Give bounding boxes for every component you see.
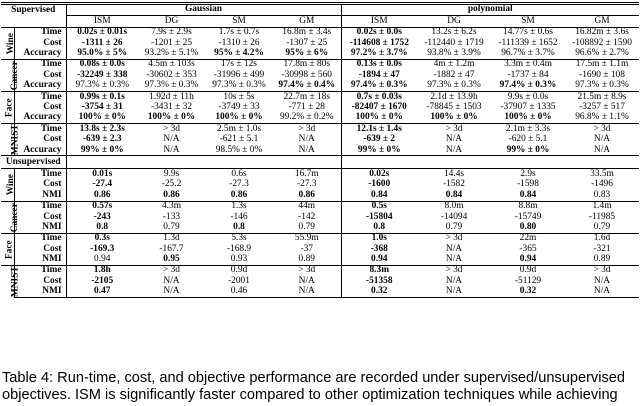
metric-label: Cost <box>14 180 66 190</box>
table-cell: -146 <box>230 211 248 222</box>
table-cell: -1310 ± 26 <box>218 37 260 48</box>
table-cell: 100% ± 0% <box>491 113 565 124</box>
dataset-name: Wine <box>5 174 16 196</box>
table-cell: 96.7% ± 3.7% <box>491 49 565 60</box>
table-cell: 97.4% ± 0.4% <box>273 81 341 92</box>
table-cell: > 3d <box>138 265 205 276</box>
table-cell: 97.3% ± 0.3% <box>66 81 138 92</box>
table-cell: 1.92d ± 11h <box>138 92 205 103</box>
table-cell: N/A <box>273 287 341 298</box>
table-cell: 97.3% ± 0.3% <box>565 81 639 92</box>
table-cell: -167.7 <box>159 243 184 254</box>
table-cell: 95% ± 4.2% <box>205 49 273 60</box>
table-cell: 3.3m ± 0.4m <box>491 59 565 70</box>
dataset-label <box>1 59 20 91</box>
metric-label: Cost <box>14 135 66 145</box>
table-cell: N/A <box>273 276 341 286</box>
table-cell: 100% ± 0% <box>138 113 205 124</box>
kernel-header-gaussian: Gaussian <box>66 4 341 16</box>
table-cell: > 3d <box>138 124 205 135</box>
table-cell: > 3d <box>273 124 341 135</box>
table-cell: N/A <box>273 135 341 145</box>
table-cell: -82407 ± 1670 <box>351 102 407 112</box>
table-cell: 98.5% ± 0% <box>205 145 273 156</box>
table-cell: 0.79 <box>417 222 491 233</box>
table-cell: 1.6d <box>565 233 639 244</box>
table-cell: N/A <box>138 145 205 156</box>
table-cell: 0.79 <box>565 222 639 233</box>
table-cell: -27.3 <box>229 179 249 190</box>
table-cell: N/A <box>273 145 341 156</box>
table-cell: > 3d <box>565 124 639 135</box>
metric-label: Cost <box>14 103 66 113</box>
table-cell: -112440 ± 1719 <box>424 37 484 48</box>
table-cell: -620 ± 5.1 <box>508 134 548 145</box>
method-header-dg: DG <box>138 16 205 27</box>
table-cell: 97.3% ± 0.3% <box>138 81 205 92</box>
table-cell: N/A <box>445 243 463 254</box>
section-label-supervised: Supervised <box>1 4 66 16</box>
table-cell: 0.86 <box>273 190 341 201</box>
table-cell: 55.9m <box>273 233 341 244</box>
table-cell: 0.86 <box>138 190 205 201</box>
metric-label: Time <box>14 201 66 212</box>
table-cell: 1.3s <box>205 201 273 212</box>
table-cell: 99% ± 0% <box>491 145 565 156</box>
table-row <box>1 212 639 222</box>
table-cell: 93.8% ± 3.9% <box>417 49 491 60</box>
table-cell: -14094 <box>440 211 468 222</box>
table-cell: 0.99s ± 0.1s <box>66 92 138 103</box>
table-cell: N/A <box>445 275 463 286</box>
dataset-name: Face <box>4 240 15 259</box>
dataset-name: MNIST <box>10 124 21 156</box>
table-cell: 17s ± 12s <box>205 59 273 70</box>
table-row <box>1 145 639 156</box>
table-cell: 17.5m ± 1.1m <box>565 59 639 70</box>
table-cell: 0.84 <box>417 190 491 201</box>
table-cell: 44m <box>273 201 341 212</box>
table-cell: -78845 ± 1503 <box>426 102 482 112</box>
table-cell: 97.2% ± 3.7% <box>341 49 417 60</box>
table-cell: 0.08s ± 0.0s <box>66 59 138 70</box>
table-cell: 5.3s <box>205 233 273 244</box>
table-cell: 0.95 <box>138 255 205 266</box>
table-cell: -639 ± 2 <box>363 134 396 145</box>
table-cell: -3754 ± 31 <box>81 102 123 112</box>
table-row <box>1 124 639 135</box>
table-row <box>1 49 639 60</box>
table-row <box>1 103 639 113</box>
table-cell: 0.93 <box>205 255 273 266</box>
table-cell: 9.9s <box>138 169 205 180</box>
table-cell: N/A <box>163 134 180 145</box>
table-cell: -368 <box>370 243 388 254</box>
table-cell: -111339 ± 1652 <box>498 37 558 48</box>
table-cell: 0.86 <box>66 190 138 201</box>
table-cell: 0.9d <box>205 265 273 276</box>
method-header-row <box>1 16 639 27</box>
table-row <box>1 265 639 276</box>
table-cell: -114608 ± 1752 <box>349 37 409 48</box>
table-cell: -37 <box>273 244 341 254</box>
dataset-label <box>1 27 14 59</box>
table-cell: 0.94 <box>341 255 417 266</box>
table-cell: 12.1s ± 1.4s <box>341 124 417 135</box>
table-cell: 2.9s <box>491 169 565 180</box>
dataset-label <box>1 169 14 201</box>
table-cell: 96.8% ± 1.1% <box>565 113 639 124</box>
table-cell: -168.9 <box>226 243 252 254</box>
table-cell: 0.89 <box>565 255 639 266</box>
table-cell: > 3d <box>273 265 341 276</box>
method-header-ism: ISM <box>66 16 138 27</box>
table-cell: -11985 <box>588 211 616 222</box>
dataset-name: Cancer <box>9 202 20 232</box>
dataset-name: Wine <box>5 32 16 54</box>
dataset-name: Face <box>4 98 15 118</box>
method-header-ism: ISM <box>341 16 417 27</box>
table-cell: 99.2% ± 0.2% <box>273 113 341 124</box>
table-cell: -321 <box>593 243 611 254</box>
table-cell: 97.3% ± 0.3% <box>205 81 273 92</box>
table-cell: > 3d <box>417 233 491 244</box>
results-table <box>1 2 639 298</box>
kernel-header-polynomial: polynomial <box>341 4 639 16</box>
table-row <box>1 255 639 266</box>
table-cell: -1598 <box>517 179 539 190</box>
table-cell: 4.5m ± 103s <box>138 59 205 70</box>
table-cell: 100% ± 0% <box>417 113 491 124</box>
table-cell: N/A <box>593 275 611 286</box>
table-row <box>1 59 639 70</box>
metric-label: Accuracy <box>14 81 66 92</box>
table-row <box>1 233 639 244</box>
table-cell: 0.32 <box>491 287 565 298</box>
table-cell: 99% ± 0% <box>341 145 417 156</box>
table-cell: -30602 ± 353 <box>146 69 197 80</box>
table-row <box>1 113 639 124</box>
table-cell: 8.8m <box>491 201 565 212</box>
table-row <box>1 190 639 201</box>
table-cell: -27.4 <box>92 179 113 190</box>
table-cell: -30998 ± 560 <box>273 70 341 80</box>
table-cell: 0.86 <box>205 190 273 201</box>
dataset-name: Cancer <box>9 60 20 91</box>
table-cell: 22.7m ± 18s <box>273 92 341 103</box>
table-row <box>1 287 639 298</box>
table-cell: 95.0% ± 5% <box>66 49 138 60</box>
table-cell: 0.8 <box>66 222 138 233</box>
table-row <box>1 70 639 80</box>
table-cell: 1.8h <box>66 265 138 276</box>
table-cell: 93.2% ± 5.1% <box>138 49 205 60</box>
table-cell: N/A <box>445 134 463 145</box>
method-header-sm: SM <box>205 16 273 27</box>
table-cell: -365 <box>519 243 537 254</box>
table-cell: 0.94 <box>491 255 565 266</box>
table-cell: 1.4m <box>565 201 639 212</box>
metric-label: NMI <box>14 222 66 233</box>
table-cell: 0.79 <box>273 222 341 233</box>
table-cell: -1737 ± 84 <box>507 69 549 80</box>
metric-label: Cost <box>14 70 66 80</box>
table-cell: 0.8 <box>205 222 273 233</box>
blank-cell <box>341 156 639 169</box>
table-row <box>1 244 639 254</box>
table-cell: N/A <box>138 287 205 298</box>
table-cell: -51358 <box>365 275 393 286</box>
blank-cell <box>66 156 341 169</box>
table-cell: -621 ± 5.1 <box>219 134 259 145</box>
metric-label: Time <box>14 233 66 244</box>
dataset-label <box>1 233 14 265</box>
table-cell: -1496 <box>591 179 613 190</box>
table-cell: 22m <box>491 233 565 244</box>
metric-label: Time <box>14 92 66 103</box>
table-cell: -133 <box>162 211 181 222</box>
table-cell: -1582 <box>443 179 465 190</box>
metric-label: Time <box>14 169 66 180</box>
metric-label: Accuracy <box>14 49 66 60</box>
table-cell: 97.4% ± 0.3% <box>341 81 417 92</box>
metric-label: Time <box>14 265 66 276</box>
table-cell: -108892 ± 1590 <box>572 37 632 48</box>
table-cell: 16.82m ± 3.6s <box>565 27 639 38</box>
table-cell: -3431 ± 32 <box>150 102 193 112</box>
table-cell: 0.02s ± 0.01s <box>66 27 138 38</box>
table-cell: 7.9s ± 2.9s <box>138 27 205 38</box>
table-cell: 9.9s ± 0.0s <box>491 92 565 103</box>
table-cell: 1.7s ± 0.7s <box>205 27 273 38</box>
table-cell: -15804 <box>365 211 393 222</box>
table-cell: > 3d <box>565 265 639 276</box>
table-cell: -25.2 <box>161 179 182 190</box>
unsupervised-header-row <box>1 156 639 169</box>
table-cell: -1311 ± 26 <box>81 37 123 48</box>
table-row <box>1 27 639 38</box>
table-cell: 16.8m ± 3.4s <box>273 27 341 38</box>
table-cell: 0.89 <box>273 255 341 266</box>
table-cell: -3257 ± 517 <box>579 102 625 112</box>
table-cell: 96.6% ± 2.7% <box>565 49 639 60</box>
table-cell: 0.84 <box>491 190 565 201</box>
metric-label: NMI <box>14 255 66 266</box>
table-cell: > 3d <box>417 265 491 276</box>
dataset-name: MNIST <box>10 266 21 298</box>
table-cell: 1.3d <box>138 233 205 244</box>
table-cell: 0.57s <box>66 201 138 212</box>
table-cell: 10s ± 5s <box>205 92 273 103</box>
table-cell: -1307 ± 25 <box>273 38 341 48</box>
table-cell: -3749 ± 33 <box>218 102 260 112</box>
table-cell: -51129 <box>514 275 542 286</box>
table-cell: N/A <box>593 134 611 145</box>
table-cell: 0.47 <box>66 287 138 298</box>
table-row <box>1 169 639 180</box>
table-cell: -2001 <box>228 275 250 286</box>
table-cell: 2.5m ± 1.0s <box>205 124 273 135</box>
table-row <box>1 135 639 145</box>
table-cell: N/A <box>417 287 491 298</box>
table-cell: 0.02s ± 0.0s <box>341 27 417 38</box>
metric-label: Cost <box>14 244 66 254</box>
metric-label: NMI <box>14 287 66 298</box>
table-cell: 14.77s ± 0.6s <box>491 27 565 38</box>
table-cell: 8.0m <box>417 201 491 212</box>
table-cell: 2.1d ± 13.9h <box>417 92 491 103</box>
table-cell: 0.83 <box>565 190 639 201</box>
metric-label: Cost <box>14 276 66 286</box>
table-cell: 1.0s <box>341 233 417 244</box>
table-cell: -1894 ± 47 <box>358 69 400 80</box>
table-cell: -169.3 <box>90 243 115 254</box>
table-cell: 0.5s <box>341 201 417 212</box>
table-cell: -2105 <box>91 275 114 286</box>
table-row <box>1 276 639 286</box>
table-cell: 2.1m ± 3.3s <box>491 124 565 135</box>
table-cell: N/A <box>565 287 639 298</box>
table-caption: Table 4: Run-time, cost, and objective performance are recorded under supervised/unsupervised objectives. ISM is significantly faster compared to other optimization techniques while achieving <box>2 370 626 403</box>
table-cell: -142 <box>273 212 341 222</box>
table-row <box>1 180 639 190</box>
table-row <box>1 81 639 92</box>
table-cell: > 3d <box>417 124 491 135</box>
table-cell: 0.94 <box>66 255 138 266</box>
table-cell: -1600 <box>368 179 391 190</box>
method-header-gm: GM <box>565 16 639 27</box>
table-cell: 0.32 <box>341 287 417 298</box>
table-cell: 0.6s <box>205 169 273 180</box>
table-cell: -1690 ± 108 <box>579 69 625 80</box>
table-cell: 16.7m <box>273 169 341 180</box>
table-cell: N/A <box>163 275 180 286</box>
method-header-gm: GM <box>273 16 341 27</box>
metric-label: Accuracy <box>14 113 66 124</box>
table-cell: 0.13s ± 0.0s <box>341 59 417 70</box>
table-row <box>1 222 639 233</box>
table-cell: 0.80 <box>491 222 565 233</box>
metric-label: Time <box>14 124 66 135</box>
metric-label: Accuracy <box>14 145 66 156</box>
metric-label: Time <box>14 27 66 38</box>
table-cell: 0.84 <box>341 190 417 201</box>
section-label-unsupervised: Unsupervised <box>1 156 66 169</box>
dataset-label <box>1 265 21 298</box>
blank-cell <box>1 16 66 27</box>
table-cell: 0.79 <box>138 222 205 233</box>
table-cell: 100% ± 0% <box>66 113 138 124</box>
table-cell: -32249 ± 338 <box>77 69 128 80</box>
table-cell: 33.5m <box>565 169 639 180</box>
table-cell: 97.3% ± 0.3% <box>417 81 491 92</box>
header-row <box>1 4 639 16</box>
table-cell: -37907 ± 1335 <box>500 102 556 112</box>
table-cell: -771 ± 28 <box>273 103 341 113</box>
table-cell: 14.4s <box>417 169 491 180</box>
table-cell: 4m ± 1.2m <box>417 59 491 70</box>
table-cell: -31996 ± 499 <box>213 69 265 80</box>
dataset-label <box>1 201 20 233</box>
table-cell: 99% ± 0% <box>66 145 138 156</box>
table-cell: -15749 <box>514 211 542 222</box>
dataset-label <box>1 124 21 156</box>
table-row <box>1 38 639 48</box>
table-cell: 17.8m ± 80s <box>273 59 341 70</box>
metric-label: Cost <box>14 38 66 48</box>
table-cell: 100% ± 0% <box>205 113 273 124</box>
table-cell: 13.2s ± 6.2s <box>417 27 491 38</box>
table-cell: 0.02s <box>341 169 417 180</box>
table-cell: -243 <box>93 211 111 222</box>
method-header-sm: SM <box>491 16 565 27</box>
table-cell: -27.3 <box>273 180 341 190</box>
metric-label: Time <box>14 59 66 70</box>
table-row <box>1 201 639 212</box>
table-cell: 0.46 <box>205 287 273 298</box>
table-cell: 0.01s <box>66 169 138 180</box>
table-row <box>1 92 639 103</box>
table-cell: -639 ± 2.3 <box>82 134 122 145</box>
table-cell: 0.3s <box>66 233 138 244</box>
table-cell: 95% ± 6% <box>273 49 341 60</box>
table-cell: 4.3m <box>138 201 205 212</box>
table-cell: 0.8 <box>341 222 417 233</box>
table-cell: -1201 ± 25 <box>150 37 193 48</box>
dataset-label <box>1 92 14 124</box>
metric-label: NMI <box>14 190 66 201</box>
table-cell: 0.7s ± 0.03s <box>341 92 417 103</box>
table-cell: N/A <box>417 255 491 266</box>
table-cell: -1882 ± 47 <box>433 69 475 80</box>
table-cell: 21.5m ± 8.9s <box>565 92 639 103</box>
table-cell: N/A <box>417 145 491 156</box>
table-cell: 8.3m <box>341 265 417 276</box>
table-cell: 13.8s ± 2.3s <box>66 124 138 135</box>
method-header-dg: DG <box>417 16 491 27</box>
metric-label: Cost <box>14 212 66 222</box>
table-cell: N/A <box>565 145 639 156</box>
table-cell: 100% ± 0% <box>341 113 417 124</box>
table-cell: 97.4% ± 0.3% <box>491 81 565 92</box>
table-cell: 0.9d <box>491 265 565 276</box>
